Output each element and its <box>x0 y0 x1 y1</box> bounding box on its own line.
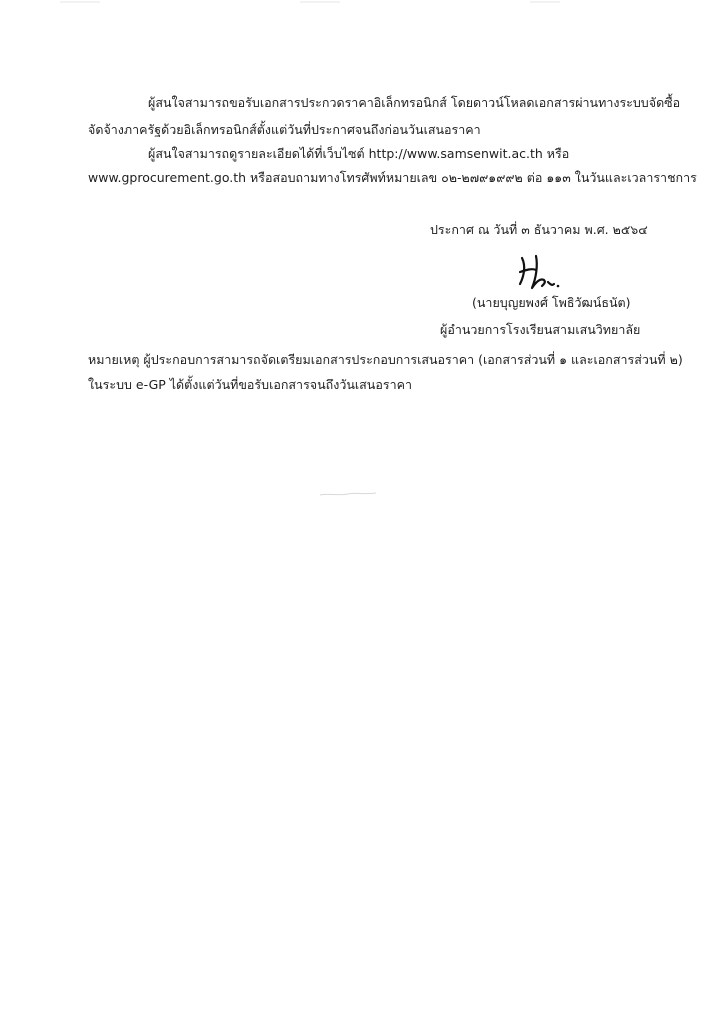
note-line2: ในระบบ e-GP ได้ตั้งแต่วันที่ขอรับเอกสารจนถึงวันเสนอราคา <box>88 377 412 392</box>
signer-name: (นายบุญยพงศ์ โพธิวัฒน์ธนัต) <box>472 295 631 310</box>
paragraph1-line1: ผู้สนใจสามารถขอรับเอกสารประกวดราคาอิเล็กทรอนิกส์ โดยดาวน์โหลดเอกสารผ่านทางระบบจัดซื้อ <box>148 95 681 110</box>
paragraph1-line2: จัดจ้างภาครัฐด้วยอิเล็กทรอนิกส์ตั้งแต่วันที่ประกาศจนถึงก่อนวันเสนอราคา <box>88 122 481 137</box>
note-line1: หมายเหตุ ผู้ประกอบการสามารถจัดเตรียมเอกสารประกอบการเสนอราคา (เอกสารส่วนที่ ๑ และเอกสารส่วนที่ ๒) <box>88 352 683 367</box>
announcement-date: ประกาศ ณ วันที่ ๓ ธันวาคม พ.ศ. ๒๕๖๔ <box>430 222 648 237</box>
paragraph2-line1: ผู้สนใจสามารถดูรายละเอียดได้ที่เว็บไซต์ http://www.samsenwit.ac.th หรือ <box>148 146 570 161</box>
scan-edge-marks <box>0 0 724 12</box>
scan-artifact-mark <box>318 489 378 499</box>
signer-title: ผู้อำนวยการโรงเรียนสามเสนวิทยาลัย <box>440 322 641 337</box>
paragraph2-line2: www.gprocurement.go.th หรือสอบถามทางโทรศัพท์หมายเลข ๐๒-๒๗๙๑๙๙๒ ต่อ ๑๑๓ ในวันและเวลาราชการ <box>88 170 697 185</box>
handwritten-signature <box>514 252 564 292</box>
